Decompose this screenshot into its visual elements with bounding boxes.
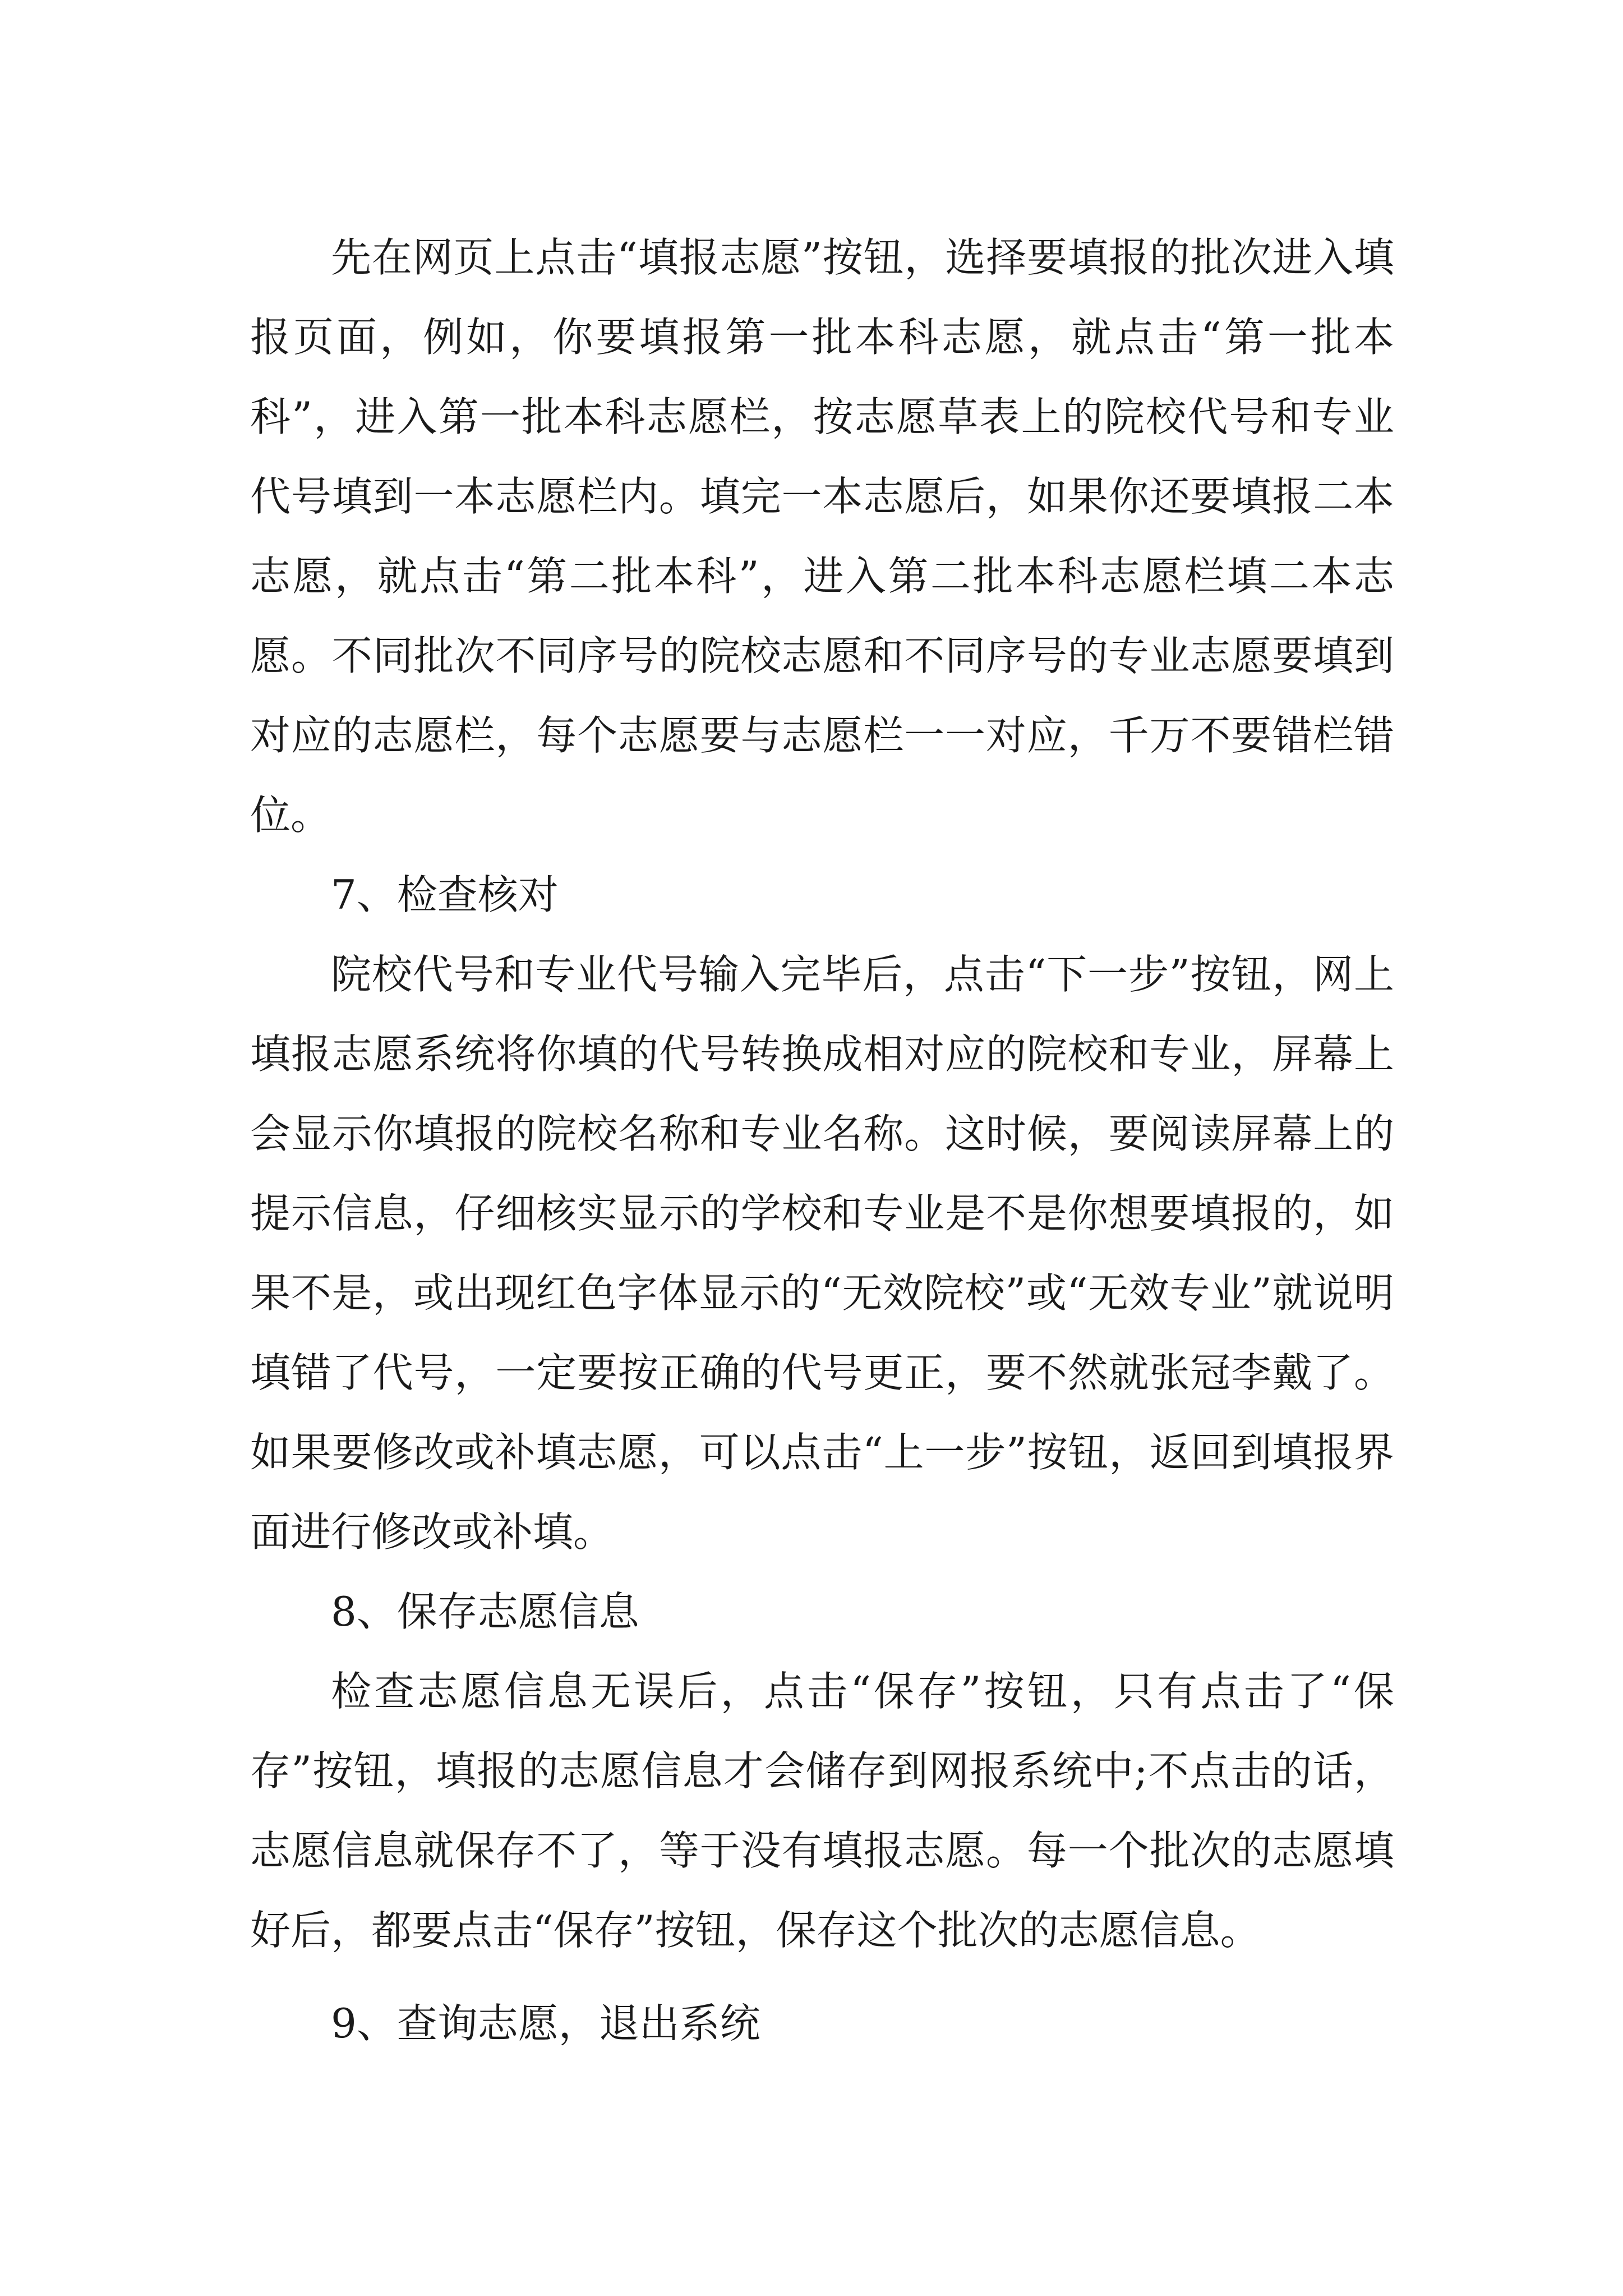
heading-check-verify: 7、检查核对: [331, 871, 559, 918]
heading-query-exit: 9、查询志愿，退出系统: [331, 2000, 760, 2047]
paragraph-check-verify: 院校代号和专业代号输入完毕后，点击“下一步”按钮，网上填报志愿系统将你填的代号转换成相对应的院校和专业，屏幕上会显示你填报的院校名称和专业名称。这时候，要阅读屏幕上的提示信息，仔细核实显示的学校和专业是不是你想要填报的，如果不是，或出现红色字体显示的“无效院校”或“无效专业”就说明填错了代号，一定要按正确的代号更正，要不然就张冠李戴了。如果要修改或补填志愿，可以点击“上一步”按钮，返回到填报界面进行修改或补填。: [250, 951, 1394, 1556]
paragraph-save-info: 检查志愿信息无误后，点击“保存”按钮，只有点击了“保存”按钮，填报的志愿信息才会储存到网报系统中;不点击的话，志愿信息就保存不了，等于没有填报志愿。每一个批次的志愿填好后，都要点击“保存”按钮，保存这个批次的志愿信息。: [250, 1668, 1394, 1954]
heading-save-info: 8、保存志愿信息: [331, 1588, 639, 1635]
paragraph-fill-in-batches: 先在网页上点击“填报志愿”按钮，选择要填报的批次进入填报页面，例如，你要填报第一批本科志愿，就点击“第一批本科”，进入第一批本科志愿栏，按志愿草表上的院校代号和专业代号填到一本志愿栏内。填完一本志愿后，如果你还要填报二本志愿，就点击“第二批本科”，进入第二批本科志愿栏填二本志愿。不同批次不同序号的院校志愿和不同序号的专业志愿要填到对应的志愿栏，每个志愿要与志愿栏一一对应，千万不要错栏错位。: [250, 234, 1394, 839]
document-body: [250, 218, 1394, 2063]
